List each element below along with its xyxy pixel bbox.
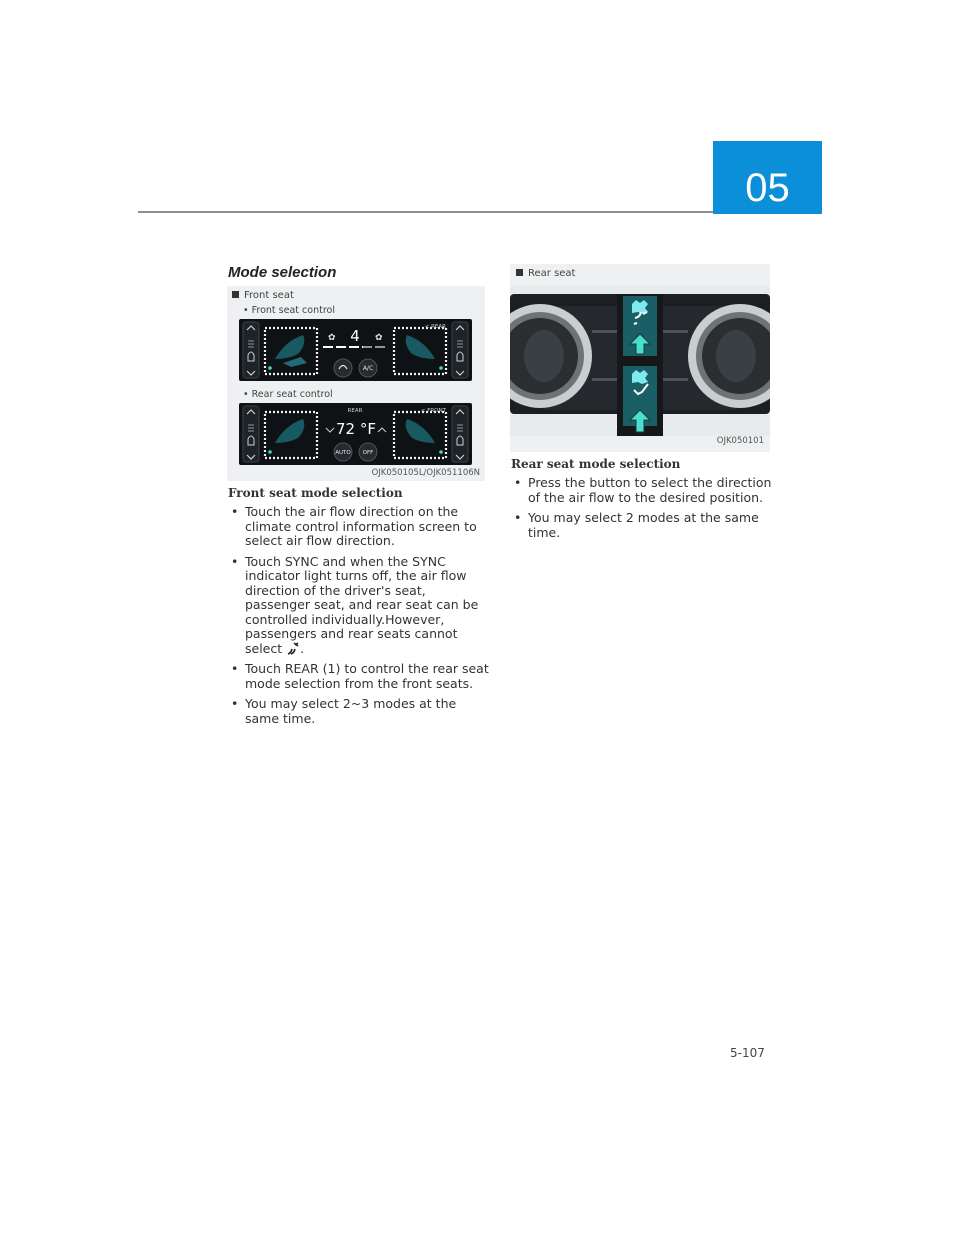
- airflow-mode-icon: [286, 642, 300, 656]
- rear-panel-graphic: [239, 403, 472, 465]
- front-mode-list: [228, 505, 490, 732]
- svg-text:✿: ✿: [328, 333, 336, 343]
- rear-panel-title: REAR: [347, 408, 363, 414]
- page-number: 5-107: [730, 1046, 765, 1060]
- square-bullet-icon: [232, 291, 239, 298]
- front-figure-code: OJK050105L/OJK051106N: [371, 468, 480, 478]
- rear-climate-panel: [239, 403, 472, 465]
- front-control-label: • Front seat control: [243, 305, 335, 316]
- list-item: • Press the button to select the direction of the air flow to the desired position.: [511, 476, 773, 505]
- square-bullet-icon: [516, 269, 523, 276]
- rear-figure-label: Rear seat: [516, 268, 575, 279]
- list-item: • You may select 2~3 modes at the same time.: [228, 697, 490, 726]
- svg-text:✿: ✿: [375, 333, 383, 343]
- list-item: • Touch SYNC and when the SYNC indicator light turns off, the air flow direction of the driver's seat, passenger seat, and rear seat can be controlled individually.However, passengers and rear seats cannot select .: [228, 555, 490, 657]
- list-item: • Touch REAR (1) to control the rear seat mode selection from the front seats.: [228, 662, 490, 691]
- list-item: • Touch the air flow direction on the climate control information screen to select air flow direction.: [228, 505, 490, 549]
- rear-control-label: • Rear seat control: [243, 389, 333, 400]
- list-item: • You may select 2 modes at the same time.: [511, 511, 773, 540]
- rear-link[interactable]: < REAR: [424, 324, 446, 330]
- off-button-label[interactable]: OFF: [362, 450, 374, 456]
- chapter-tab: 05: [713, 141, 822, 214]
- rear-console-illustration: [510, 286, 770, 436]
- rear-mode-heading: Rear seat mode selection: [511, 457, 681, 471]
- auto-button-label[interactable]: AUTO: [335, 450, 351, 456]
- front-figure-label: Front seat: [232, 290, 294, 301]
- rear-mode-list: [511, 476, 773, 546]
- front-link[interactable]: < FRONT: [420, 408, 446, 414]
- rear-figure-code: OJK050101: [716, 436, 764, 446]
- section-title: Mode selection: [228, 264, 337, 281]
- temperature-value: 72 °F: [336, 420, 376, 438]
- front-mode-heading: Front seat mode selection: [228, 486, 403, 500]
- front-seat-figure: [227, 286, 485, 481]
- fan-speed-value: 4: [350, 327, 360, 345]
- ac-button-label[interactable]: A/C: [362, 365, 374, 372]
- rear-seat-figure: [510, 264, 770, 452]
- front-panel-graphic: [239, 319, 472, 381]
- header-rule: [138, 211, 713, 213]
- front-climate-panel: [239, 319, 472, 381]
